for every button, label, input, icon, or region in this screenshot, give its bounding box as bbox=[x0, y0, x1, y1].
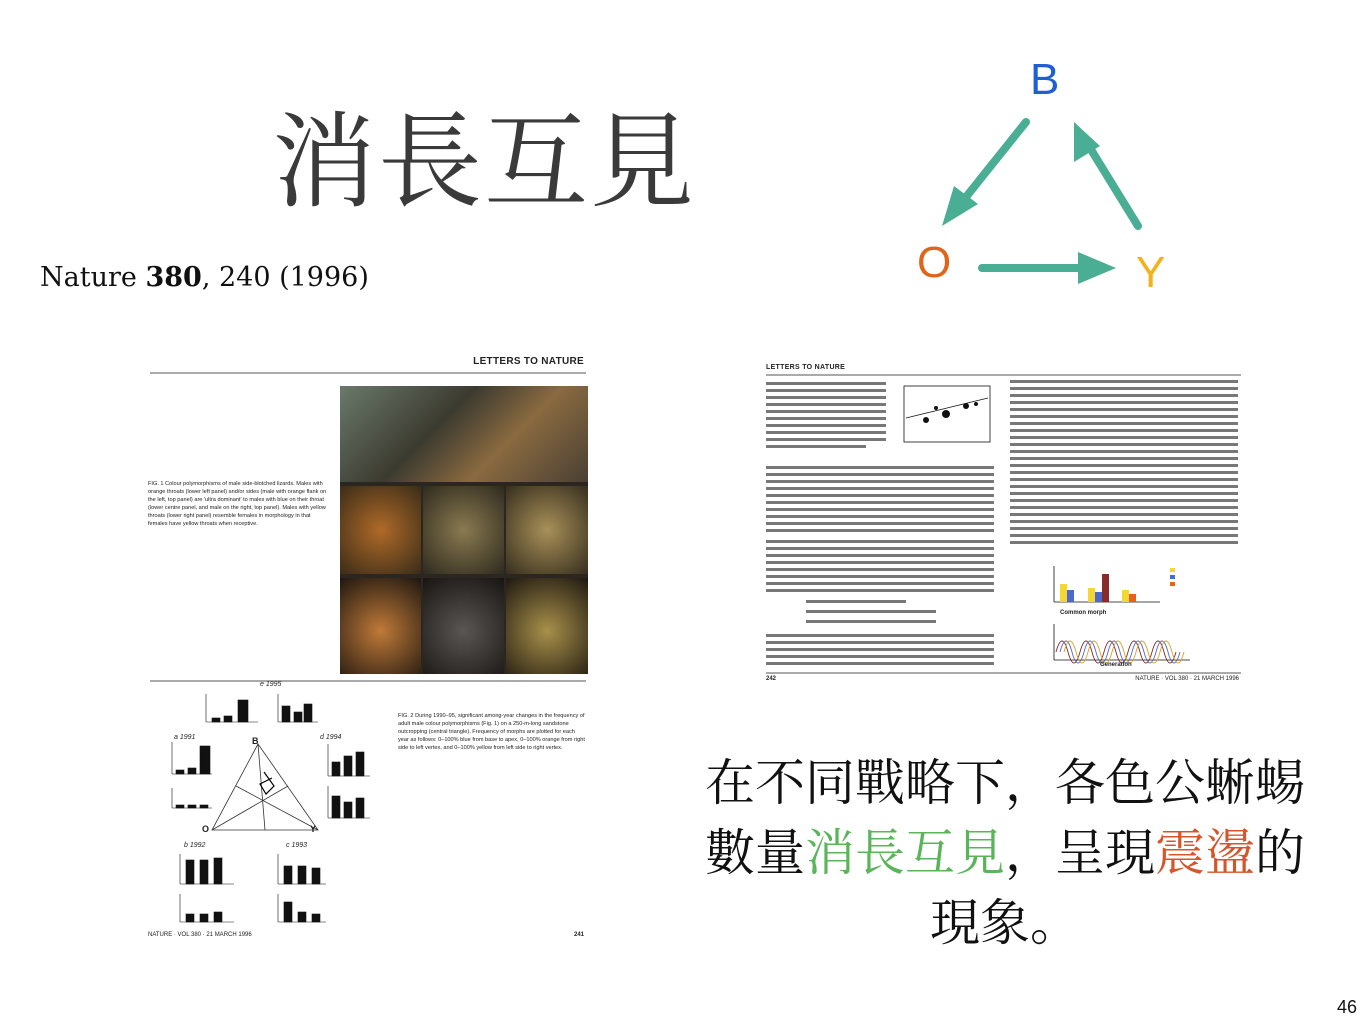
triangle-label-y: Y bbox=[310, 824, 317, 834]
arrow-b-to-o bbox=[962, 122, 1026, 202]
cycle-label-y: Y bbox=[1136, 248, 1166, 297]
caption-highlight-1: 消長互見 bbox=[805, 824, 1005, 882]
article-header: LETTERS TO NATURE bbox=[473, 356, 584, 367]
fig2-panels bbox=[148, 682, 388, 942]
text-block bbox=[766, 464, 996, 534]
lizard-photo-top bbox=[340, 386, 588, 482]
citation-journal: Nature bbox=[40, 262, 146, 293]
fig2-caption: FIG. 2 During 1990–95, significant among-year changes in the frequency of adult male colour polymorphisms (Fig. 1) on a 250-m-long sandstone outcropping (central triangle). Frequency of morphs are plotted for each year as follows: 0–100% blue from base to apex, 0–100% orange from right side to left vertex, and 0–100% yellow from left side to right vertex. bbox=[398, 713, 585, 751]
arrow-o-to-y-head bbox=[1078, 252, 1116, 284]
slide-title: 消長互見 bbox=[272, 101, 697, 223]
fig1-caption: FIG. 1 Colour polymorphisms of male side-blotched lizards. Males with orange throats (lower left panel) and/or sides (male with orange flank on the left, top panel) are 'ultra dominant' to males with blue on their throat (lower centre panel, and male on the right, top panel). Males with yellow throats (lower right panel) resemble females in morphology in that females have yellow throats when receptive. bbox=[148, 481, 327, 527]
lizard-photo-yellow-throat bbox=[506, 578, 588, 674]
caption-part3: 的現象。 bbox=[930, 824, 1305, 952]
lizard-photo-blue-side bbox=[423, 486, 504, 574]
page-number: 46 bbox=[1336, 997, 1357, 1017]
article-footer-page: 241 bbox=[573, 932, 584, 938]
panel-label-b: b 1992 bbox=[184, 842, 206, 849]
article-header: LETTERS TO NATURE bbox=[766, 364, 846, 371]
article-page-left bbox=[140, 348, 592, 948]
panel-label-a: a 1991 bbox=[174, 734, 196, 741]
lizard-photo-orange-side bbox=[340, 486, 421, 574]
citation-rest: , 240 (1996) bbox=[201, 262, 369, 293]
caption-part2: ，呈現 bbox=[1005, 824, 1155, 882]
arrow-y-to-b bbox=[1090, 148, 1138, 226]
panel-label-e: e 1995 bbox=[260, 681, 282, 688]
chart-a-xlabel: Common morph bbox=[1060, 610, 1107, 616]
lizard-photo-grid bbox=[340, 386, 588, 674]
lizard-photo-orange-throat bbox=[340, 578, 421, 674]
scatter-figure bbox=[896, 378, 996, 458]
text-block bbox=[766, 538, 996, 668]
caption-part1: 在不同戰略下，各色公蜥蜴數量 bbox=[705, 754, 1305, 882]
text-block bbox=[1010, 378, 1240, 554]
article-footer-left: NATURE · VOL 380 · 21 MARCH 1996 bbox=[148, 932, 252, 938]
lizard-photo-blue-throat bbox=[423, 578, 504, 674]
panel-label-d: d 1994 bbox=[320, 734, 342, 741]
caption-highlight-2: 震盪 bbox=[1155, 824, 1255, 882]
fitness-bar-chart bbox=[1040, 562, 1220, 614]
article-footer-page: 242 bbox=[766, 676, 777, 682]
triangle-label-o: O bbox=[202, 824, 210, 834]
citation-volume: 380 bbox=[145, 262, 202, 293]
text-block bbox=[766, 380, 891, 460]
citation bbox=[40, 262, 369, 293]
lizard-photo-yellow-side bbox=[506, 486, 588, 574]
article-footer-right: NATURE · VOL 380 · 21 MARCH 1996 bbox=[1135, 676, 1239, 682]
triangle-label-b: B bbox=[252, 736, 259, 746]
chart-b-xlabel: Generation bbox=[1100, 662, 1132, 668]
cycle-arrows bbox=[930, 100, 1170, 300]
panel-label-c: c 1993 bbox=[286, 842, 308, 849]
slide-caption bbox=[705, 748, 1305, 958]
article-page-right bbox=[760, 360, 1247, 690]
cycle-label-b: B bbox=[1030, 55, 1060, 104]
cycle-label-o: O bbox=[917, 238, 952, 287]
